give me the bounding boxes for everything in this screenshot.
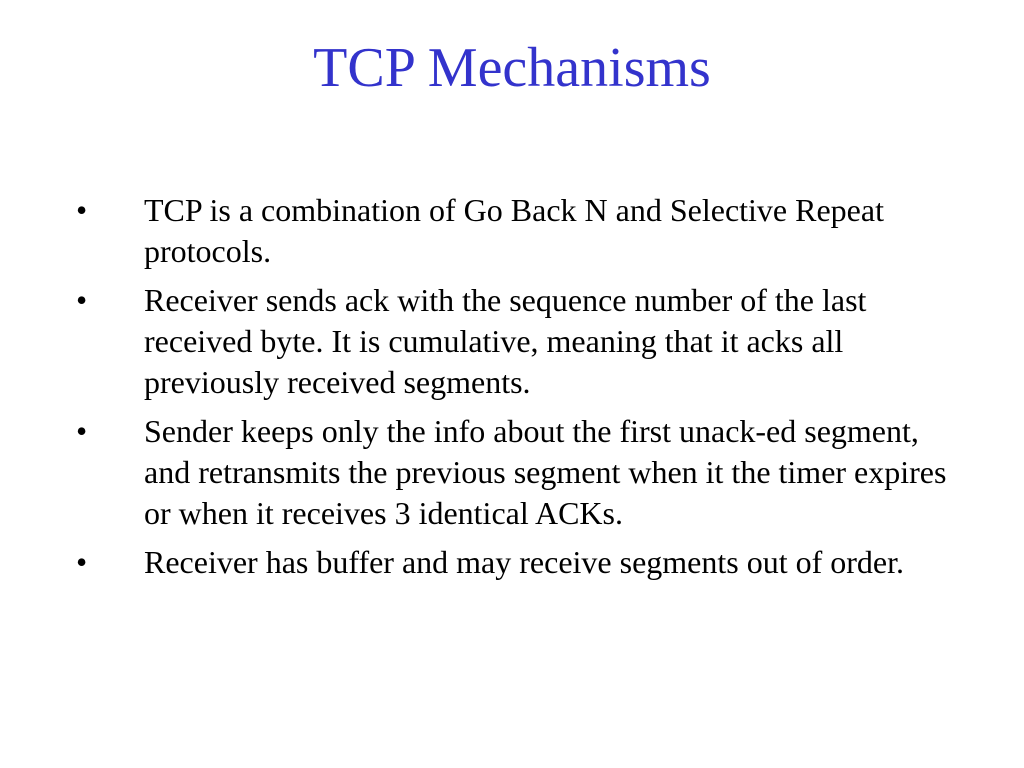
bullet-marker: • <box>76 192 88 228</box>
bullet-marker: • <box>76 413 88 449</box>
bullet-item <box>70 411 960 534</box>
slide-title: TCP Mechanisms <box>313 37 711 99</box>
bullet-list <box>70 190 960 591</box>
bullet-text: Receiver has buffer and may receive segments out of order. <box>144 544 904 580</box>
bullet-text: Sender keeps only the info about the first unack-ed segment, and retransmits the previous segment when it the timer expires or when it receives 3 identical ACKs. <box>144 413 947 531</box>
bullet-text: Receiver sends ack with the sequence number of the last received byte. It is cumulative, meaning that it acks all previously received segments. <box>144 282 867 400</box>
bullet-item <box>70 280 960 403</box>
bullet-marker: • <box>76 282 88 318</box>
bullet-text: TCP is a combination of Go Back N and Selective Repeat protocols. <box>144 192 884 269</box>
bullet-marker: • <box>76 544 88 580</box>
bullet-item <box>70 542 960 583</box>
bullet-item <box>70 190 960 272</box>
